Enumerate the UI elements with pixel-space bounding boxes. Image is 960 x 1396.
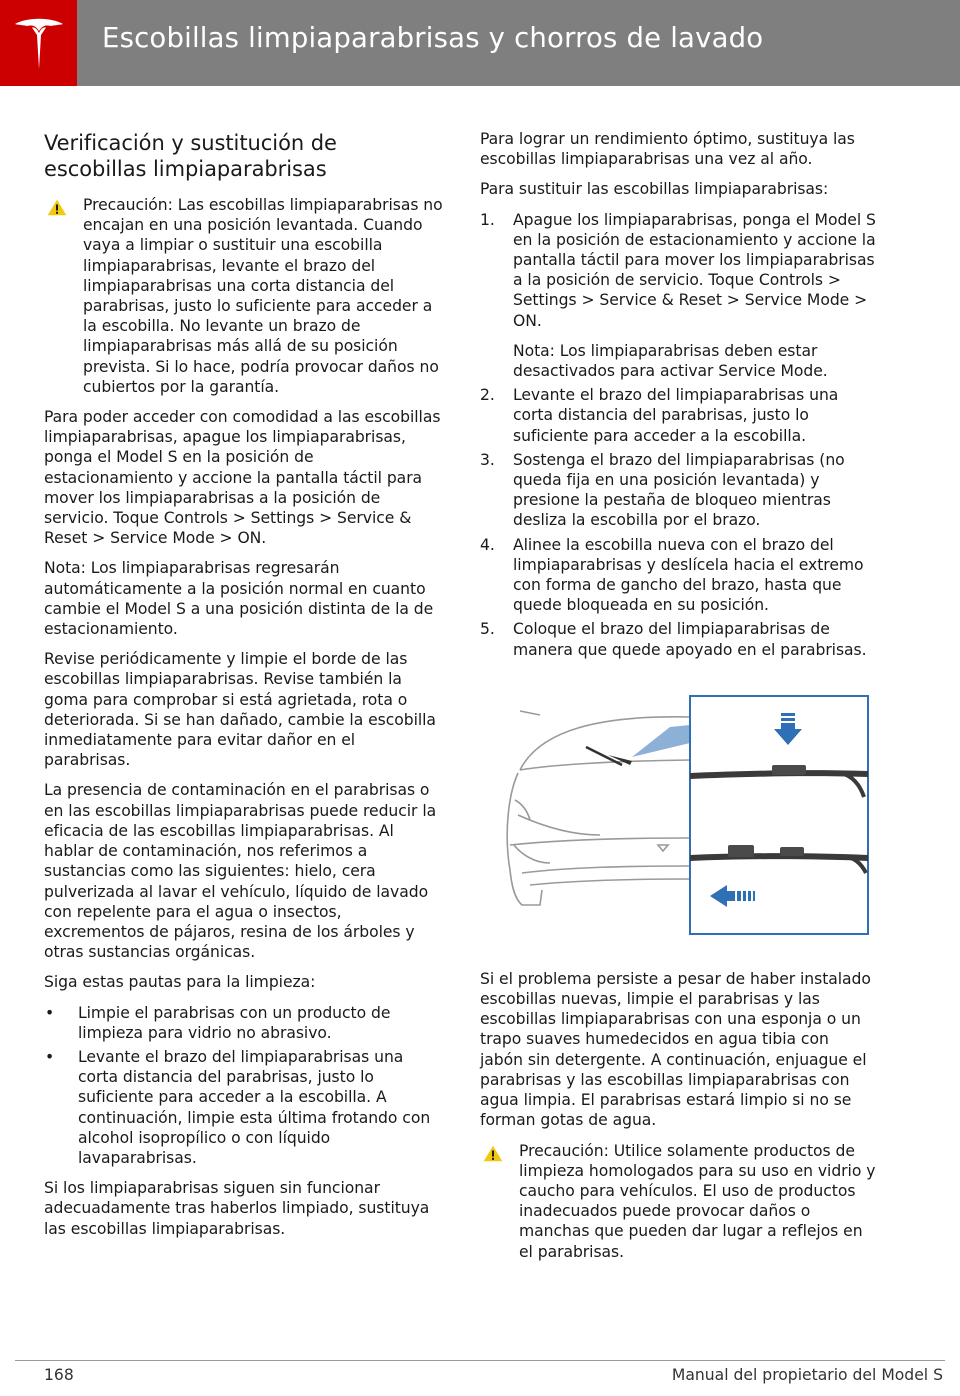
paragraph: Siga estas pautas para la limpieza: xyxy=(44,973,316,992)
list-item-text: Limpie el parabrisas con un producto de limpieza para vidrio no abrasivo. xyxy=(78,1003,391,1042)
paragraph: Si los limpiaparabrisas siguen sin funcionar adecuadamente tras haberlos limpiado, sustituya las escobillas limpiaparabrisas. xyxy=(44,1179,430,1238)
footer-divider xyxy=(15,1360,945,1361)
step-text: Sostenga el brazo del limpiaparabrisas (no queda fija en una posición levantada) y presione la pestaña de bloqueo mientras desliza la escobilla por el brazo. xyxy=(513,450,845,530)
right-column xyxy=(480,129,876,1272)
list-item xyxy=(44,1047,444,1168)
bullet-marker: • xyxy=(45,1003,55,1022)
step-number: 1. xyxy=(480,210,495,229)
warning-triangle-icon xyxy=(483,1145,503,1162)
step-text: Levante el brazo del limpiaparabrisas una corta distancia del parabrisas, justo lo suficiente para acceder a la escobilla. xyxy=(513,386,839,445)
step-note: Nota: Los limpiaparabrisas deben estar desactivados para activar Service Mode. xyxy=(513,341,828,381)
paragraph: La presencia de contaminación en el parabrisas o en las escobillas limpiaparabrisas puede reducir la eficacia de las escobillas limpiaparabrisas. Al hablar de contaminación, nos referimos a sustancias como las siguientes: hielo, cera pulverizada al lavar el vehículo, líquido de lavado con repelente para el agua o insectos, excrementos de pájaros, resina de los árboles y otras sustancias orgánicas. xyxy=(44,781,437,962)
step-text: Coloque el brazo del limpiaparabrisas de manera que quede apoyado en el parabrisas. xyxy=(513,620,867,659)
caution-text: Precaución: Las escobillas limpiaparabrisas no encajan en una posición levantada. Cuando vaya a limpiar o sustituir una escobilla limpiaparabrisas, levante el brazo del limpiaparabrisas una corta distancia del parabrisas, justo lo suficiente para acceder a la escobilla. No levante un brazo de limpiaparabrisas más allá de su posición prevista. Si lo hace, podría provocar daños no cubiertos por la garantía. xyxy=(83,196,443,396)
paragraph: Para poder acceder con comodidad a las escobillas limpiaparabrisas, apague los limpiaparabrisas, ponga el Model S en la posición de estacionamiento y accione la pantalla táctil para mover los limpiaparabrisas a la posición de servicio. Toque Controls > Settings > Service & Reset > Service Mode > ON. xyxy=(44,408,441,548)
step-text: Alinee la escobilla nueva con el brazo del limpiaparabrisas y deslícela hacia el extremo con forma de gancho del brazo, hasta que quede bloqueada en su posición. xyxy=(513,535,864,615)
page-header xyxy=(0,0,960,86)
step-text: Apague los limpiaparabrisas, ponga el Model S en la posición de estacionamiento y accione la pantalla táctil para mover los limpiaparabrisas a la posición de servicio. Toque Controls > Settings > Service & Reset > Service Mode > ON. xyxy=(513,210,876,330)
page-title: Escobillas limpiaparabrisas y chorros de lavado xyxy=(102,22,764,54)
list-item xyxy=(44,1003,444,1043)
step-item xyxy=(480,535,876,616)
step-number: 3. xyxy=(480,450,495,469)
note-paragraph: Nota: Los limpiaparabrisas regresarán automáticamente a la posición normal en cuanto cambie el Model S a una posición distinta de la de estacionamiento. xyxy=(44,559,434,639)
steps-list xyxy=(480,210,876,660)
step-number: 5. xyxy=(480,620,495,639)
section-heading: Verificación y sustitución de escobillas limpiaparabrisas xyxy=(44,131,337,181)
paragraph: Para sustituir las escobillas limpiaparabrisas: xyxy=(480,180,829,199)
caution-block xyxy=(44,195,444,397)
step-item xyxy=(480,619,876,659)
step-item xyxy=(480,450,876,531)
tesla-logo-icon xyxy=(13,14,65,72)
warning-triangle-icon xyxy=(47,199,67,216)
paragraph: Revise periódicamente y limpie el borde de las escobillas limpiaparabrisas. Revise también la goma para comprobar si está agrietada, rota o deteriorada. Si se han dañado, cambie la escobilla inmediatamente para evitar dañor en el parabrisas. xyxy=(44,650,436,770)
step-number: 2. xyxy=(480,386,495,405)
paragraph: Si el problema persiste a pesar de haber instalado escobillas nuevas, limpie el parabrisas y las escobillas limpiaparabrisas con una esponja o un trapo suaves humedecidos en agua tibia con jabón sin detergente. A continuación, enjuague el parabrisas y las escobillas limpiaparabrisas con agua limpia. El parabrisas estará limpio si no se forman gotas de agua. xyxy=(480,969,871,1130)
caution-text: Precaución: Utilice solamente productos de limpieza homologados para su uso en vidrio y caucho para vehículos. El uso de productos inadecuados puede provocar daños o manchas que pueden dar lugar a reflejos en el parabrisas. xyxy=(519,1141,876,1261)
wiper-illustration xyxy=(480,695,870,935)
tesla-logo xyxy=(0,0,77,86)
manual-title: Manual del propietario del Model S xyxy=(671,1366,943,1384)
left-column xyxy=(44,130,444,1249)
step-number: 4. xyxy=(480,535,495,554)
wiper-replacement-diagram xyxy=(480,695,870,935)
step-item xyxy=(480,210,876,382)
list-item-text: Levante el brazo del limpiaparabrisas una corta distancia del parabrisas, justo lo suficiente para acceder a la escobilla. A continuación, limpie esta última frotando con alcohol isopropílico o con líquido lavaparabrisas. xyxy=(78,1047,431,1167)
step-item xyxy=(480,385,876,446)
bullet-list xyxy=(44,1003,444,1169)
page-number: 168 xyxy=(44,1366,74,1384)
paragraph: Para lograr un rendimiento óptimo, sustituya las escobillas limpiaparabrisas una vez al año. xyxy=(480,130,855,169)
bullet-marker: • xyxy=(45,1047,55,1066)
caution-block xyxy=(480,1141,876,1262)
